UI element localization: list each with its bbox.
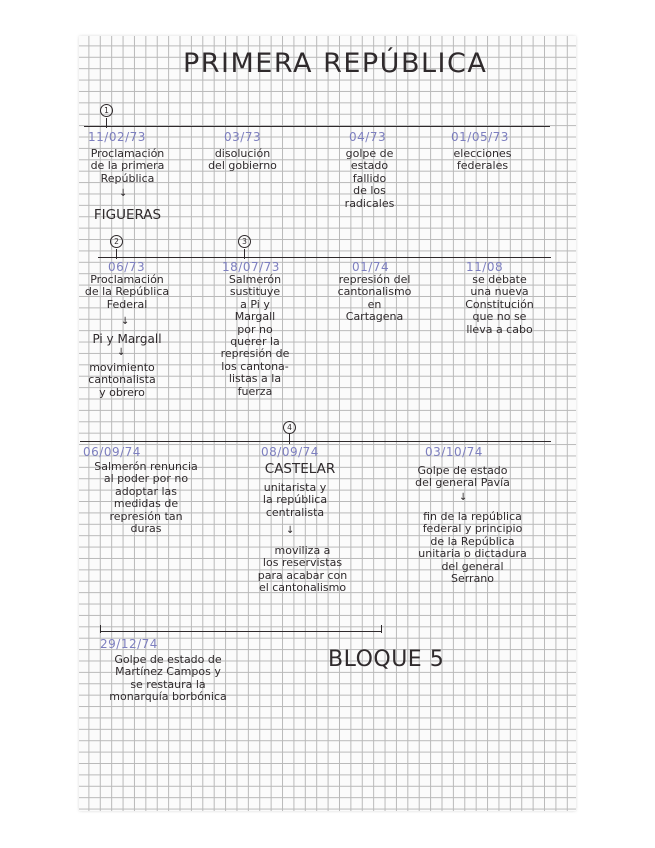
event-text: elecciones federales — [453, 147, 512, 173]
timeline-3 — [80, 441, 551, 442]
timeline-tick — [106, 118, 107, 128]
timeline-tick — [289, 434, 290, 444]
arrow-down-icon: ↓ — [121, 316, 130, 327]
event-date: 08/09/74 — [261, 445, 319, 459]
event-text: Golpe de estado de Martínez Campos y se restaura la monarquía borbónica — [109, 653, 227, 704]
event-consequence: moviliza a los reservistas para acabar con el cantonalismo — [257, 544, 348, 595]
timeline-2 — [98, 257, 551, 258]
arrow-down-icon: ↓ — [117, 347, 126, 358]
event-text: Golpe de estado del general Pavía — [415, 464, 510, 490]
event-text: represión del cantonalismo en Cartagena — [337, 273, 412, 324]
event-consequence: fin de la república federal y principio de la República unitaria o dictadura del general Serrano — [418, 510, 527, 586]
event-date: 01/05/73 — [451, 130, 509, 144]
timeline-tick — [381, 625, 382, 633]
timeline-1 — [84, 126, 550, 127]
event-text: Salmerón renuncia al poder por no adoptar las medidas de represión tan duras — [94, 460, 198, 536]
section-marker-3: 3 — [238, 235, 251, 248]
event-date: 06/73 — [108, 260, 146, 274]
event-text: Proclamación de la República Federal — [84, 273, 170, 311]
event-date: 06/09/74 — [83, 445, 141, 459]
section-marker-2: 2 — [110, 235, 123, 248]
event-date: 03/10/74 — [425, 445, 483, 459]
event-date: 01/74 — [352, 260, 390, 274]
event-figure: CASTELAR — [264, 461, 336, 477]
timeline-4 — [100, 631, 382, 632]
event-date: 29/12/74 — [100, 637, 158, 651]
timeline-tick — [100, 625, 101, 633]
event-date: 04/73 — [349, 130, 387, 144]
page-title: PRIMERA REPÚBLICA — [183, 48, 488, 79]
event-text: golpe de estado fallido de los radicales — [344, 147, 395, 210]
arrow-down-icon: ↓ — [286, 525, 295, 536]
event-text: disolución del gobierno — [208, 147, 277, 173]
timeline-tick — [116, 249, 117, 259]
event-date: 11/08 — [466, 260, 504, 274]
event-figure: Pi y Margall — [92, 332, 162, 346]
section-marker-1: 1 — [100, 104, 113, 117]
event-date: 11/02/73 — [88, 130, 146, 144]
event-date: 03/73 — [224, 130, 262, 144]
event-text: Salmerón sustituye a Pi y Margall por no querer la represión de los cantona- listas a la fuerza — [220, 273, 290, 398]
event-figure: FIGUERAS — [93, 207, 162, 223]
timeline-tick — [244, 249, 245, 259]
event-text: se debate una nueva Constitución que no se lleva a cabo — [465, 273, 534, 336]
event-text: unitarista y la república centralista — [262, 481, 328, 519]
event-date: 18/07/73 — [222, 260, 280, 274]
arrow-down-icon: ↓ — [119, 188, 128, 199]
arrow-down-icon: ↓ — [459, 492, 468, 503]
block-label: BLOQUE 5 — [328, 647, 445, 672]
event-consequence: movimiento cantonalista y obrero — [88, 361, 156, 399]
event-text: Proclamación de la primera República — [90, 147, 165, 185]
section-marker-4: 4 — [283, 421, 296, 434]
